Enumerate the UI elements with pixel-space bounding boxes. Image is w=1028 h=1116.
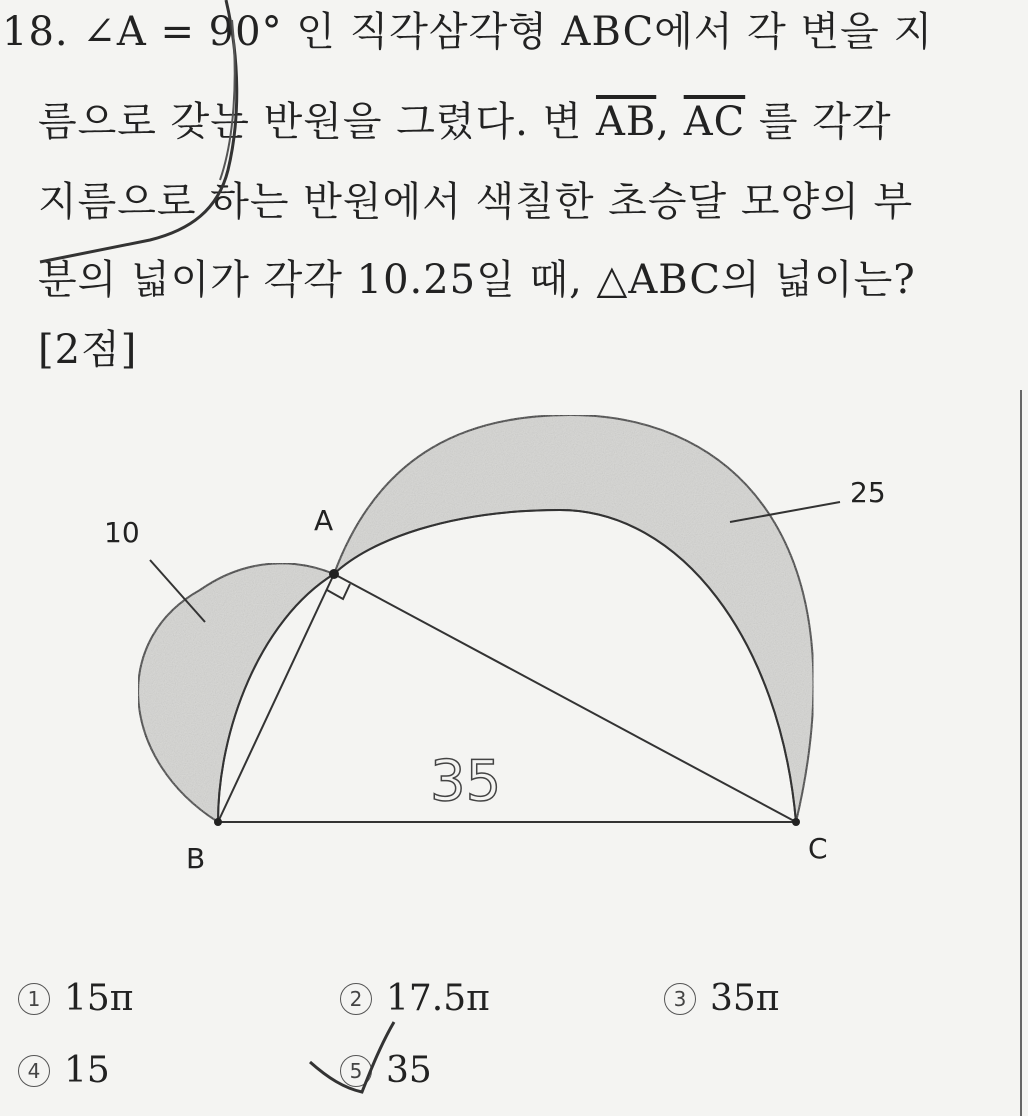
margin-line xyxy=(1020,390,1022,1116)
vertex-a xyxy=(329,569,339,579)
right-angle-mark xyxy=(327,584,350,599)
question-text-1: 18. ∠A = 90° 인 직각삼각형 ABC에서 각 변을 지 xyxy=(2,9,934,55)
question-text-2a: 름으로 갖는 반원을 그렸다. 변 xyxy=(38,99,596,145)
handwritten-35: 35 xyxy=(430,749,502,814)
segment-ac: $\overline{AC}$ xyxy=(683,99,746,145)
choice-2-text: 17.5π xyxy=(386,978,490,1019)
choice-2-number: 2 xyxy=(340,983,372,1015)
segment-ab: $\overline{AB}$ xyxy=(595,99,657,145)
question-text-4: 분의 넓이가 각각 10.25일 때, △ABC의 넓이는? xyxy=(38,257,916,303)
label-right-area: 25 xyxy=(850,476,886,509)
question-text-2b: 를 각각 xyxy=(745,99,892,145)
label-a: A xyxy=(314,504,334,537)
choice-3-number: 3 xyxy=(664,983,696,1015)
choice-5-text: 35 xyxy=(386,1050,432,1091)
choice-1-number: 1 xyxy=(18,983,50,1015)
score-label: [2점] xyxy=(38,327,138,373)
choice-3-text: 35π xyxy=(710,978,780,1019)
choice-1-text: 15π xyxy=(64,978,134,1019)
pen-scribble xyxy=(0,0,320,340)
label-b: B xyxy=(186,842,206,875)
triangle-diagram xyxy=(0,380,1000,900)
label-c: C xyxy=(808,832,828,865)
choice-4[interactable] xyxy=(18,1050,110,1091)
vertex-c xyxy=(792,818,800,826)
comma: , xyxy=(656,99,684,145)
question-text-3: 지름으로 하는 반원에서 색칠한 초승달 모양의 부 xyxy=(38,179,914,225)
choice-1[interactable] xyxy=(18,978,133,1019)
label-left-area: 10 xyxy=(104,516,140,549)
right-crescent xyxy=(334,415,813,822)
check-mark xyxy=(300,1010,400,1110)
choice-4-text: 15 xyxy=(64,1050,110,1091)
vertex-b xyxy=(214,818,222,826)
choice-5-number: 5 xyxy=(340,1055,372,1087)
choice-3[interactable] xyxy=(664,978,779,1019)
choice-4-number: 4 xyxy=(18,1055,50,1087)
